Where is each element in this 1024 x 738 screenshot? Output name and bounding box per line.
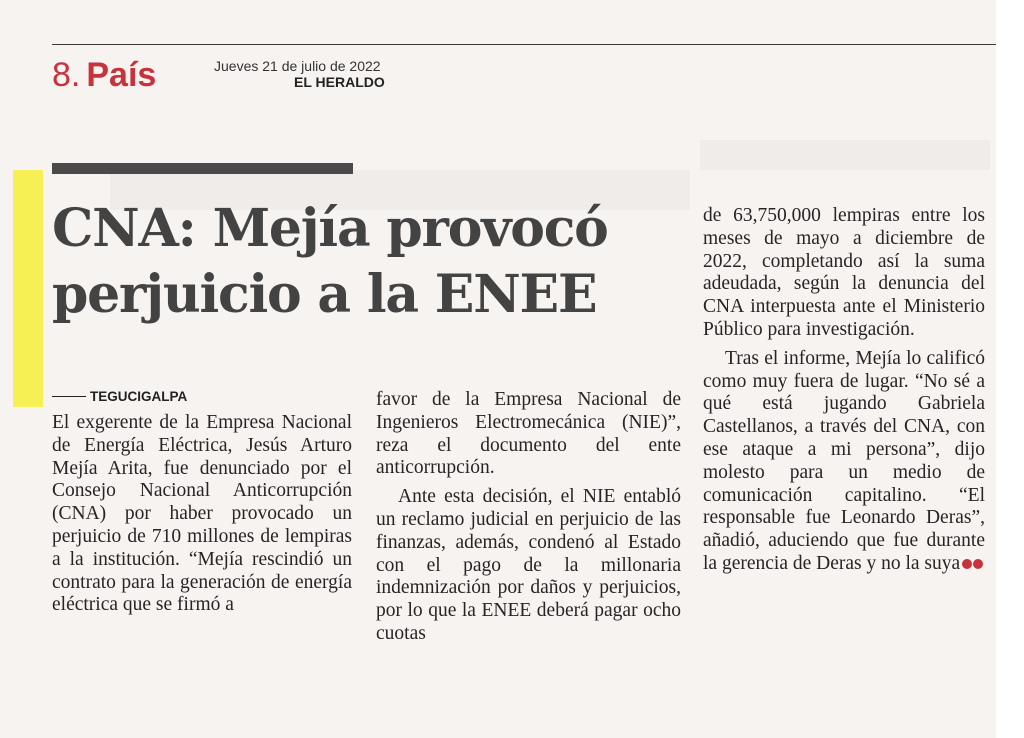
- article-column-1: [52, 412, 352, 617]
- page-number: 8.: [52, 56, 81, 94]
- paragraph: El exgerente de la Empresa Nacional de Energía Eléctrica, Jesús Arturo Mejía Arita, fue denunciado por el Consejo Nacional Anticorrupción (CNA) por haber provocado un perjuicio de 710 millones de lempiras a la institución. “Mejía rescindió un contrato para la generación de energía eléctrica que se firmó a: [52, 412, 352, 616]
- publication-date: Jueves 21 de julio de 2022: [214, 58, 381, 74]
- article-column-2: [376, 389, 681, 646]
- paragraph: Ante esta decisión, el NIE entabló un reclamo judicial en perjuicio de las finanzas, además, condenó al Estado con el pago de la millonaria indemnización por daños y perjuicios, por lo que la ENEE deberá pagar ocho cuotas: [376, 486, 681, 644]
- highlighter-mark: [13, 170, 43, 407]
- end-of-article-icon: [973, 559, 983, 569]
- headline-line-2: perjuicio a la ENEE: [52, 264, 597, 325]
- paragraph: [703, 348, 985, 576]
- paragraph: favor de la Empresa Nacional de Ingenieros Electromecánica (NIE)”, reza el documento del ente anticorrupción.: [376, 389, 681, 479]
- newspaper-name: EL HERALDO: [294, 74, 385, 90]
- bleed-through-shade: [700, 140, 990, 170]
- dateline: [52, 389, 187, 404]
- section-header: [52, 56, 156, 98]
- dateline-city: TEGUCIGALPA: [90, 389, 188, 404]
- section-name: País: [86, 56, 157, 94]
- headline: [52, 196, 692, 328]
- dateline-dash: [52, 396, 86, 397]
- end-of-article-icon: [962, 559, 972, 569]
- paragraph: de 63,750,000 lempiras entre los meses de mayo a diciembre de 2022, completando así la suma adeudada, según la denuncia del CNA interpuesta ante el Ministerio Público para investigación.: [703, 205, 985, 340]
- article-column-3: [703, 205, 985, 576]
- headline-line-1: CNA: Mejía provocó: [52, 198, 608, 259]
- headline-bar: [52, 163, 353, 174]
- header-rule: [52, 44, 996, 45]
- paragraph-text: Tras el informe, Mejía lo calificó como muy fuera de lugar. “No sé a qué está jugando Gabriela Castellanos, a través del CNA, con ese ataque a mi persona”, dijo molesto para un medio de comunicación capitalino. “El responsable fue Leonardo Deras”, añadió, aduciendo que fue durante la gerencia de Deras y no la suya: [703, 347, 985, 574]
